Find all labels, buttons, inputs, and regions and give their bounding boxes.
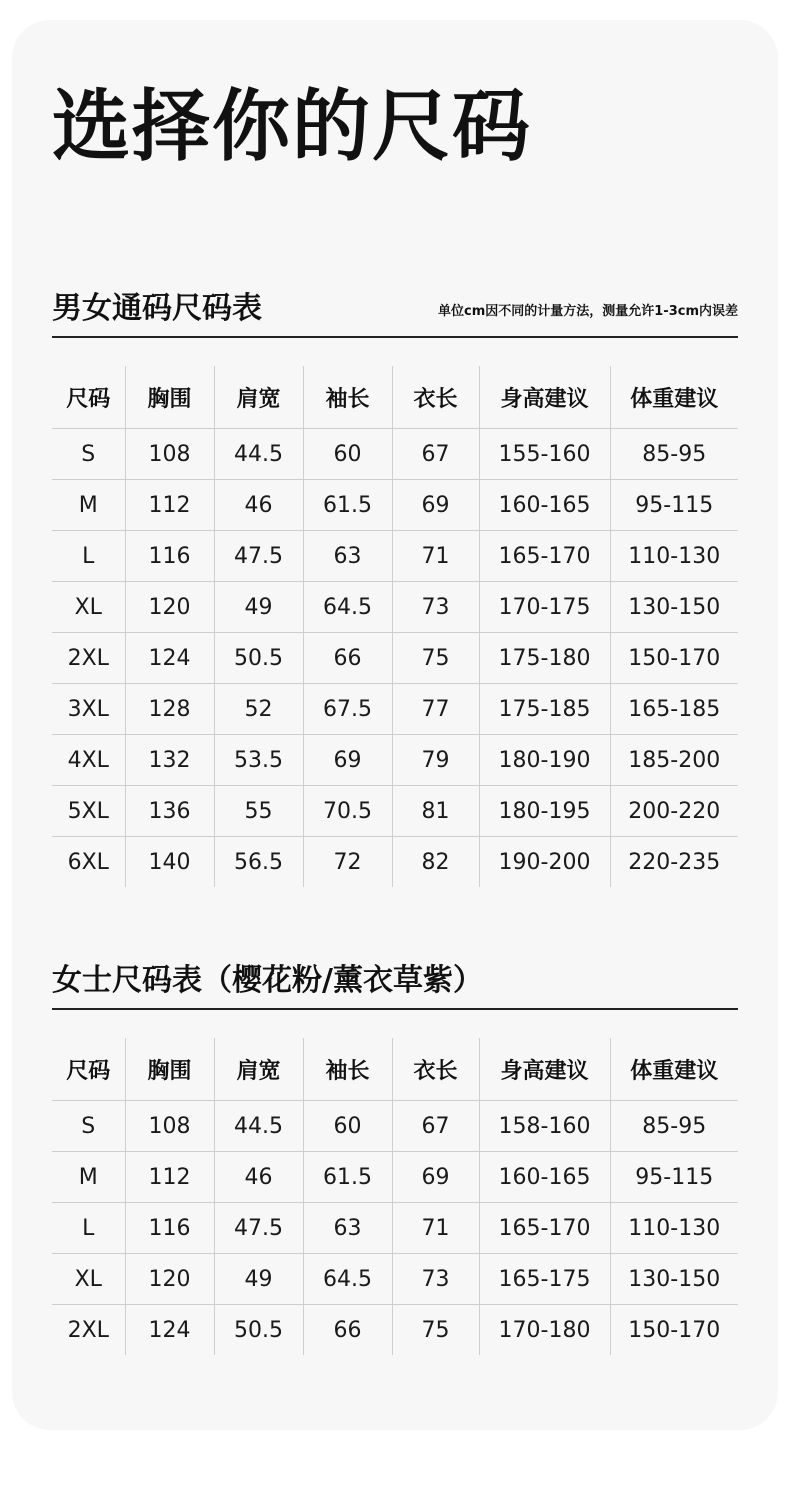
value-cell: 69 [392,480,479,531]
table-row [52,429,738,480]
value-cell: 64.5 [303,582,392,633]
value-cell: 95-115 [610,480,738,531]
size-cell: 2XL [52,633,125,684]
unisex-section-title: 男女通码尺码表 [52,291,262,326]
value-cell: 63 [303,1203,392,1254]
size-cell: XL [52,1254,125,1305]
column-header: 胸围 [125,366,214,429]
value-cell: 155-160 [479,429,610,480]
value-cell: 85-95 [610,429,738,480]
value-cell: 49 [214,1254,303,1305]
value-cell: 69 [392,1152,479,1203]
table-row [52,786,738,837]
size-cell: 6XL [52,837,125,888]
value-cell: 64.5 [303,1254,392,1305]
column-header: 肩宽 [214,366,303,429]
value-cell: 120 [125,582,214,633]
value-cell: 132 [125,735,214,786]
column-header: 衣长 [392,1038,479,1101]
column-header: 身高建议 [479,366,610,429]
table-row [52,1254,738,1305]
women-size-section [52,958,738,1355]
value-cell: 170-180 [479,1305,610,1356]
value-cell: 75 [392,633,479,684]
table-row [52,1305,738,1356]
table-header-row [52,366,738,429]
value-cell: 71 [392,531,479,582]
unisex-size-table [52,366,738,887]
value-cell: 140 [125,837,214,888]
size-cell: L [52,1203,125,1254]
value-cell: 124 [125,633,214,684]
value-cell: 44.5 [214,1101,303,1152]
value-cell: 55 [214,786,303,837]
value-cell: 81 [392,786,479,837]
value-cell: 67 [392,1101,479,1152]
size-cell: 3XL [52,684,125,735]
value-cell: 49 [214,582,303,633]
value-cell: 170-175 [479,582,610,633]
women-section-title: 女士尺码表（樱花粉/薰衣草紫） [52,963,483,998]
value-cell: 95-115 [610,1152,738,1203]
value-cell: 71 [392,1203,479,1254]
size-cell: 5XL [52,786,125,837]
page-title: 选择你的尺码 [52,82,533,172]
value-cell: 53.5 [214,735,303,786]
value-cell: 165-185 [610,684,738,735]
table-row [52,1152,738,1203]
table-row [52,582,738,633]
size-cell: L [52,531,125,582]
unisex-size-section [52,286,738,887]
value-cell: 67 [392,429,479,480]
value-cell: 130-150 [610,582,738,633]
value-cell: 46 [214,480,303,531]
value-cell: 175-180 [479,633,610,684]
value-cell: 85-95 [610,1101,738,1152]
value-cell: 110-130 [610,531,738,582]
value-cell: 120 [125,1254,214,1305]
value-cell: 46 [214,1152,303,1203]
value-cell: 72 [303,837,392,888]
value-cell: 200-220 [610,786,738,837]
value-cell: 136 [125,786,214,837]
column-header: 衣长 [392,366,479,429]
value-cell: 165-170 [479,531,610,582]
table-row [52,531,738,582]
value-cell: 50.5 [214,1305,303,1356]
table-header-row [52,1038,738,1101]
column-header: 袖长 [303,366,392,429]
column-header: 尺码 [66,386,111,412]
value-cell: 160-165 [479,1152,610,1203]
value-cell: 79 [392,735,479,786]
column-header: 体重建议 [610,366,738,429]
value-cell: 150-170 [610,633,738,684]
table-row [52,1101,738,1152]
table-row [52,837,738,888]
unisex-section-header [52,286,738,338]
value-cell: 61.5 [303,1152,392,1203]
table-row [52,480,738,531]
value-cell: 47.5 [214,1203,303,1254]
column-header: 胸围 [125,1038,214,1101]
size-cell: S [52,1101,125,1152]
value-cell: 73 [392,1254,479,1305]
value-cell: 130-150 [610,1254,738,1305]
value-cell: 128 [125,684,214,735]
value-cell: 112 [125,1152,214,1203]
value-cell: 82 [392,837,479,888]
table-row [52,633,738,684]
value-cell: 63 [303,531,392,582]
value-cell: 220-235 [610,837,738,888]
value-cell: 116 [125,1203,214,1254]
size-cell: 4XL [52,735,125,786]
value-cell: 66 [303,1305,392,1356]
women-table-body [52,1101,738,1356]
value-cell: 77 [392,684,479,735]
value-cell: 50.5 [214,633,303,684]
women-section-header [52,958,738,1010]
value-cell: 60 [303,429,392,480]
value-cell: 73 [392,582,479,633]
table-row [52,1203,738,1254]
size-cell: M [52,1152,125,1203]
value-cell: 165-170 [479,1203,610,1254]
value-cell: 66 [303,633,392,684]
value-cell: 44.5 [214,429,303,480]
women-size-table [52,1038,738,1355]
measurement-note: 单位cm因不同的计量方法，测量允许1-3cm内误差 [438,304,738,319]
column-header: 袖长 [303,1038,392,1101]
size-cell: 2XL [52,1305,125,1356]
value-cell: 47.5 [214,531,303,582]
value-cell: 70.5 [303,786,392,837]
column-header: 尺码 [66,1058,111,1084]
column-header: 身高建议 [479,1038,610,1101]
size-cell: XL [52,582,125,633]
value-cell: 160-165 [479,480,610,531]
value-cell: 158-160 [479,1101,610,1152]
unisex-table-body [52,429,738,888]
value-cell: 52 [214,684,303,735]
value-cell: 180-190 [479,735,610,786]
table-row [52,684,738,735]
value-cell: 108 [125,429,214,480]
value-cell: 185-200 [610,735,738,786]
value-cell: 60 [303,1101,392,1152]
value-cell: 175-185 [479,684,610,735]
value-cell: 69 [303,735,392,786]
value-cell: 75 [392,1305,479,1356]
value-cell: 190-200 [479,837,610,888]
value-cell: 61.5 [303,480,392,531]
column-header: 肩宽 [214,1038,303,1101]
value-cell: 165-175 [479,1254,610,1305]
value-cell: 150-170 [610,1305,738,1356]
value-cell: 112 [125,480,214,531]
value-cell: 124 [125,1305,214,1356]
table-row [52,735,738,786]
value-cell: 180-195 [479,786,610,837]
value-cell: 67.5 [303,684,392,735]
size-cell: M [52,480,125,531]
size-cell: S [52,429,125,480]
value-cell: 116 [125,531,214,582]
value-cell: 108 [125,1101,214,1152]
column-header: 体重建议 [610,1038,738,1101]
value-cell: 56.5 [214,837,303,888]
value-cell: 110-130 [610,1203,738,1254]
